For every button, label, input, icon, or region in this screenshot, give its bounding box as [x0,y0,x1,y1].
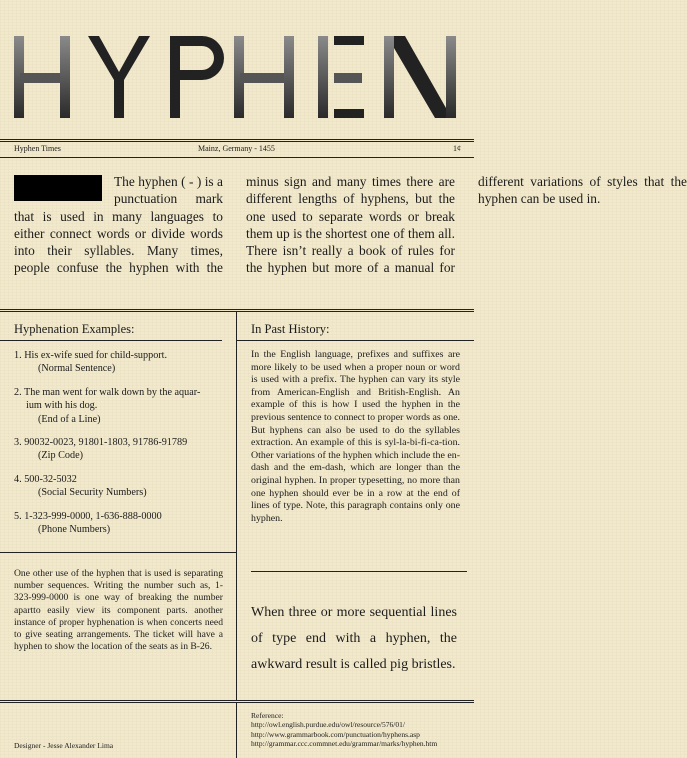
other-use-text: One other use of the hyphen that is used is separating number sequences. Writing the number such as, 1-323-999-0000 is one way of breaking the number apartto easily view its component parts. another instance of proper hyphenation is when concerts need to give seating arrangements. The ticket will have a hyphen to show the location of the seats as in B-26. [14,568,223,653]
designer-credit: Designer - Jesse Alexander Lima [14,741,114,750]
history-article [251,349,460,525]
masthead-title [0,18,474,128]
column-divider [236,311,237,700]
history-title: In Past History: [251,322,330,336]
list-item: 4. 500-32-5032 (Social Security Numbers) [14,473,147,499]
rule-bottom-2 [0,702,474,703]
lede-article [14,173,687,293]
rule-pullquote [251,571,467,572]
references-title: Reference: [251,711,284,720]
list-item: 3. 90032-0023, 91801-1803, 91786-91789 (Zip Code) [14,437,188,462]
list-item: 2. The man went for walk down by the aquar- ium with his dog. (End of a Line) [14,386,201,425]
rule-history-title [237,340,474,341]
pullquote [251,600,457,678]
column-divider-footer [236,702,237,758]
list-item: 5. 1-323-999-0000, 1-636-888-0000 (Phone Numbers) [14,510,162,536]
dateline-place-date: Mainz, Germany - 1455 [198,144,275,153]
rule-mid-2 [0,311,474,312]
other-use-article [14,568,223,653]
history-text: In the English language, prefixes and suffixes are more likely to be used when a proper noun or word is used with a prefix. The hyphen can vary its style from American-English and British-English. An example of this is how I used the hyphen in the previous sentence to connect to proper words as one. But hyphens can also be used to do the syllables extraction. An example of this is syl-la-bi-fi-ca-tion. Other variations of the hyphen which include the en-dash and the em-dash, which are longer than the original hyphen. In proper typesetting, no more than one hyphen should ever be in a row at the end of lines of type. Note, this paragraph contains only one hyphen. [251,349,460,524]
newspaper-name: Hyphen Times [14,144,61,153]
rule-mid [0,309,474,310]
rule-top [0,139,474,140]
rule-examples-bottom [0,552,236,553]
rule-examples-title [0,340,222,341]
references [251,711,471,749]
examples-title: Hyphenation Examples: [14,322,135,336]
black-box-decoration [14,175,102,201]
pullquote-text: When three or more sequential lines of type end with a hyphen, the awkward result is called pig bristles. [251,605,457,672]
hyphen-wordmark-logo [0,18,474,128]
examples-list [14,349,234,546]
rule-top-2 [0,141,474,142]
rule-bottom [0,700,474,701]
rule-under-dateline [0,157,474,158]
dateline [0,144,474,156]
reference-link[interactable]: http://owl.english.purdue.edu/owl/resource/576/01/ [251,720,405,730]
reference-link[interactable]: http://www.grammarbook.com/punctuation/hyphens.asp [251,729,420,739]
reference-link[interactable]: http://grammar.ccc.commnet.edu/grammar/marks/hyphen.htm [251,739,438,749]
price: 1¢ [453,144,461,153]
lede-text: The hyphen ( - ) is a punctuation mark that is used in many languages to either connect words or divide words into their syllables. Many times, people confuse the hyphen with the minus sign and many times there are different lengths of hyphens, but the one used to separate words or break them up is the shortest one of them all. There isn’t really a book of rules for the hyphen but more of a manual for different variations of styles that the hyphen can be used in. [14,174,687,276]
list-item: 1. His ex-wife sued for child-support. (Normal Sentence) [14,350,168,375]
